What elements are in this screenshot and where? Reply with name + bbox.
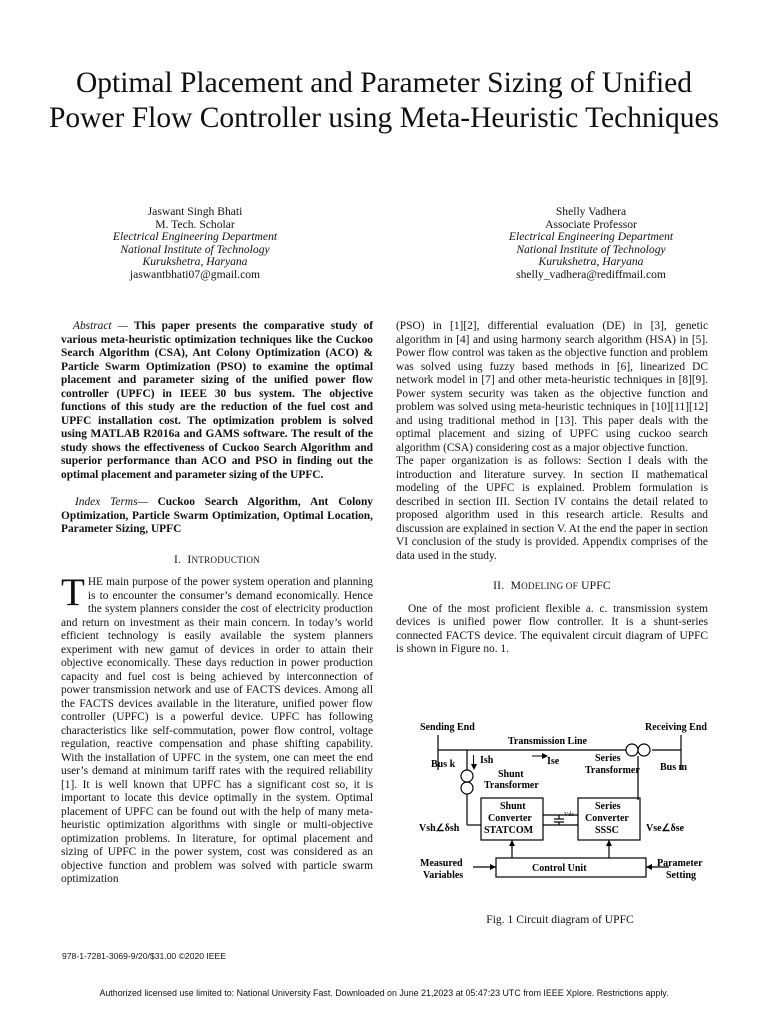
author-name: Jaswant Singh Bhati xyxy=(147,205,243,218)
isbn-footer: 978-1-7281-3069-9/20/$31.00 ©2020 IEEE xyxy=(62,951,227,961)
section-title-cap: I xyxy=(187,552,192,566)
organization-paragraph: The paper organization is as follows: Section I deals with the introduction and literature survey. In section II mathematical modeling of the UPFC is explained. Problem formulation is described in section III. Section IV contains the detail related to proposed algorithm used in this research article. Results and discussion are explained in section V. At the end the paper in section VI conclusion of the study is provided. Appendix comprises of the data used in the study. xyxy=(396,455,708,562)
section-number: I. xyxy=(174,552,182,566)
abstract xyxy=(61,320,373,482)
series-converter-label-2: Converter xyxy=(585,813,629,824)
series-transformer-label-2: Transformer xyxy=(585,765,640,776)
measured-variables-label-2: Variables xyxy=(423,870,464,881)
abstract-text: This paper presents the comparative study of various meta-heuristic optimization techniques like the Cuckoo Search Algorithm (CSA), Ant Colony Optimization (ACO) & Particle Swarm Optimization (PSO) to examine the optimal placement and parameter sizing of the unified power flow controller (UPFC) in IEEE 30 bus system. The objective functions of this study are the reduction of the fuel cost and UPFC installation cost. The optimization problem is solved using MATLAB R2016a and GAMS software. The result of the study shows the effectiveness of Cuckoo Search Algorithm and superior performance than ACO and PSO in finding out the optimal placement and parameter sizing of the UPFC. xyxy=(61,320,373,481)
parameter-setting-label: Parameter xyxy=(657,858,703,869)
intro-text: HE main purpose of the power system operation and planning is to encounter the consumer’s demand economically. Hence the system planners consider the cost of electricity production and return on investment as their main concern. In today’s world efficient technology is easily available the system planners experiment with new gamut of devices in order to attain their objective economically. These days reduction in power production capacity and fuel cost is being achieved by interconnection of power transmission network and use of FACTS devices. Among all the FACTS devices available in the literature, unified power flow controller (UPFC) is a powerful device. UPFC has following characteristics like self-commutation, power flow control, voltage regulation, reactive compensation and phase shifting capability. With the installation of UPFC in the system, one can meet the end user’s demand at minimum tariff rates with the required reliability [1]. It is well known that UPFC has a significant cost so, it is important to locate this device optimally in the system. Optimal placement of UPFC can be found out with the help of many meta-heuristic optimization algorithms with single or multi-objective optimization problems. In literature, for optimal placement and sizing of UPFC in the power system, cost was considered as an objective function and problem was solved with particle swarm optimization xyxy=(61,576,373,885)
shunt-transformer-label-2: Transformer xyxy=(484,780,539,791)
shunt-converter-label-2: Converter xyxy=(488,813,532,824)
upfc-circuit-diagram xyxy=(418,715,718,890)
author-location: Kurukshetra, Haryana xyxy=(538,255,644,269)
section-title-word: UPFC xyxy=(581,579,611,592)
author-department: Electrical Engineering Department xyxy=(508,230,674,244)
section-title-rest: ODELING OF xyxy=(521,581,578,591)
bus-m-label: Bus m xyxy=(660,762,687,773)
section-title-rest: NTRODUCTION xyxy=(191,554,260,565)
index-terms xyxy=(61,496,373,537)
author-location: Kurukshetra, Haryana xyxy=(142,255,248,269)
intro-paragraph xyxy=(61,571,373,887)
series-converter-label-3: SSSC xyxy=(595,825,619,836)
author-position: Associate Professor xyxy=(545,217,637,231)
right-column xyxy=(396,320,708,657)
series-converter-label-1: Series xyxy=(595,801,621,812)
measured-variables-label: Measured xyxy=(420,858,463,869)
index-terms-text: Cuckoo Search Algorithm, Ant Colony Optimization, Particle Swarm Optimization, Optimal Location, Parameter Sizing, UPFC xyxy=(61,496,374,535)
modeling-paragraph: One of the most proficient flexible a. c. transmission system devices is unified power flow controller. It is a shunt-series connected FACTS device. The equivalent circuit diagram of UPFC is shown in Figure no. 1. xyxy=(396,602,708,655)
author-institute: National Institute of Technology xyxy=(516,242,666,256)
index-terms-label: Index Terms— xyxy=(75,496,148,508)
section-number: II. xyxy=(493,579,505,592)
intro-continued: (PSO) in [1][2], differential evaluation (DE) in [3], genetic algorithm in [4] and using harmony search algorithm (HSA) in [5]. Power flow control was taken as the objective function and problem was solved using fuzzy based methods in [6], linearized DC network model in [7] and other meta-heuristic techniques in [8][9]. Power system security was taken as the objective function and problem was solved using meta-heuristic techniques in [10][11][12] and using traditional method in [13]. This paper deals with the optimal placement and sizing of UPFC using cuckoo search algorithm (CSA) considering cost as a major objective function. xyxy=(396,320,708,454)
shunt-converter-label-1: Shunt xyxy=(500,801,526,812)
receiving-end-label: Receiving End xyxy=(645,722,707,733)
series-transformer-coil xyxy=(626,744,638,756)
ise-label: Ise xyxy=(547,756,560,767)
author-institute: National Institute of Technology xyxy=(120,242,270,256)
author-2 xyxy=(461,206,721,282)
section-heading-modeling xyxy=(396,579,708,594)
drop-cap: T xyxy=(61,571,85,614)
author-email: shelly_vadhera@rediffmail.com xyxy=(516,267,666,281)
left-column xyxy=(61,320,373,887)
figure-caption: Fig. 1 Circuit diagram of UPFC xyxy=(486,913,634,926)
sending-end-label: Sending End xyxy=(420,722,475,733)
section-heading-introduction xyxy=(61,553,373,568)
control-unit-label: Control Unit xyxy=(532,863,587,874)
vse-label: Vse∠δse xyxy=(646,823,685,834)
author-1 xyxy=(65,206,325,282)
shunt-transformer-label: Shunt xyxy=(498,769,524,780)
shunt-converter-label-3: STATCOM xyxy=(484,825,534,836)
license-footer: Authorized licensed use limited to: National University Fast. Downloaded on June 21,2023 at 05:47:23 UTC from IEEE Xplore. Restrictions apply. xyxy=(99,988,669,998)
author-position: M. Tech. Scholar xyxy=(155,217,235,231)
paper-title: Optimal Placement and Parameter Sizing of Unified Power Flow Controller using Meta-Heuristic Techniques xyxy=(48,67,720,134)
parameter-setting-label-2: Setting xyxy=(666,870,696,881)
author-department: Electrical Engineering Department xyxy=(112,230,278,244)
author-name: Shelly Vadhera xyxy=(555,205,627,218)
ish-label: Ish xyxy=(480,755,494,766)
abstract-label: Abstract — xyxy=(73,320,128,332)
author-email: jaswantbhati07@gmail.com xyxy=(129,267,261,281)
series-transformer-label: Series xyxy=(595,753,621,764)
transmission-line-label: Transmission Line xyxy=(508,736,587,747)
section-title-cap: M xyxy=(510,579,522,592)
vdc-label: Vdc xyxy=(564,812,574,818)
bus-k-label: Bus k xyxy=(431,759,456,770)
shunt-transformer-coil xyxy=(461,770,473,782)
vsh-label: Vsh∠δsh xyxy=(419,823,460,834)
